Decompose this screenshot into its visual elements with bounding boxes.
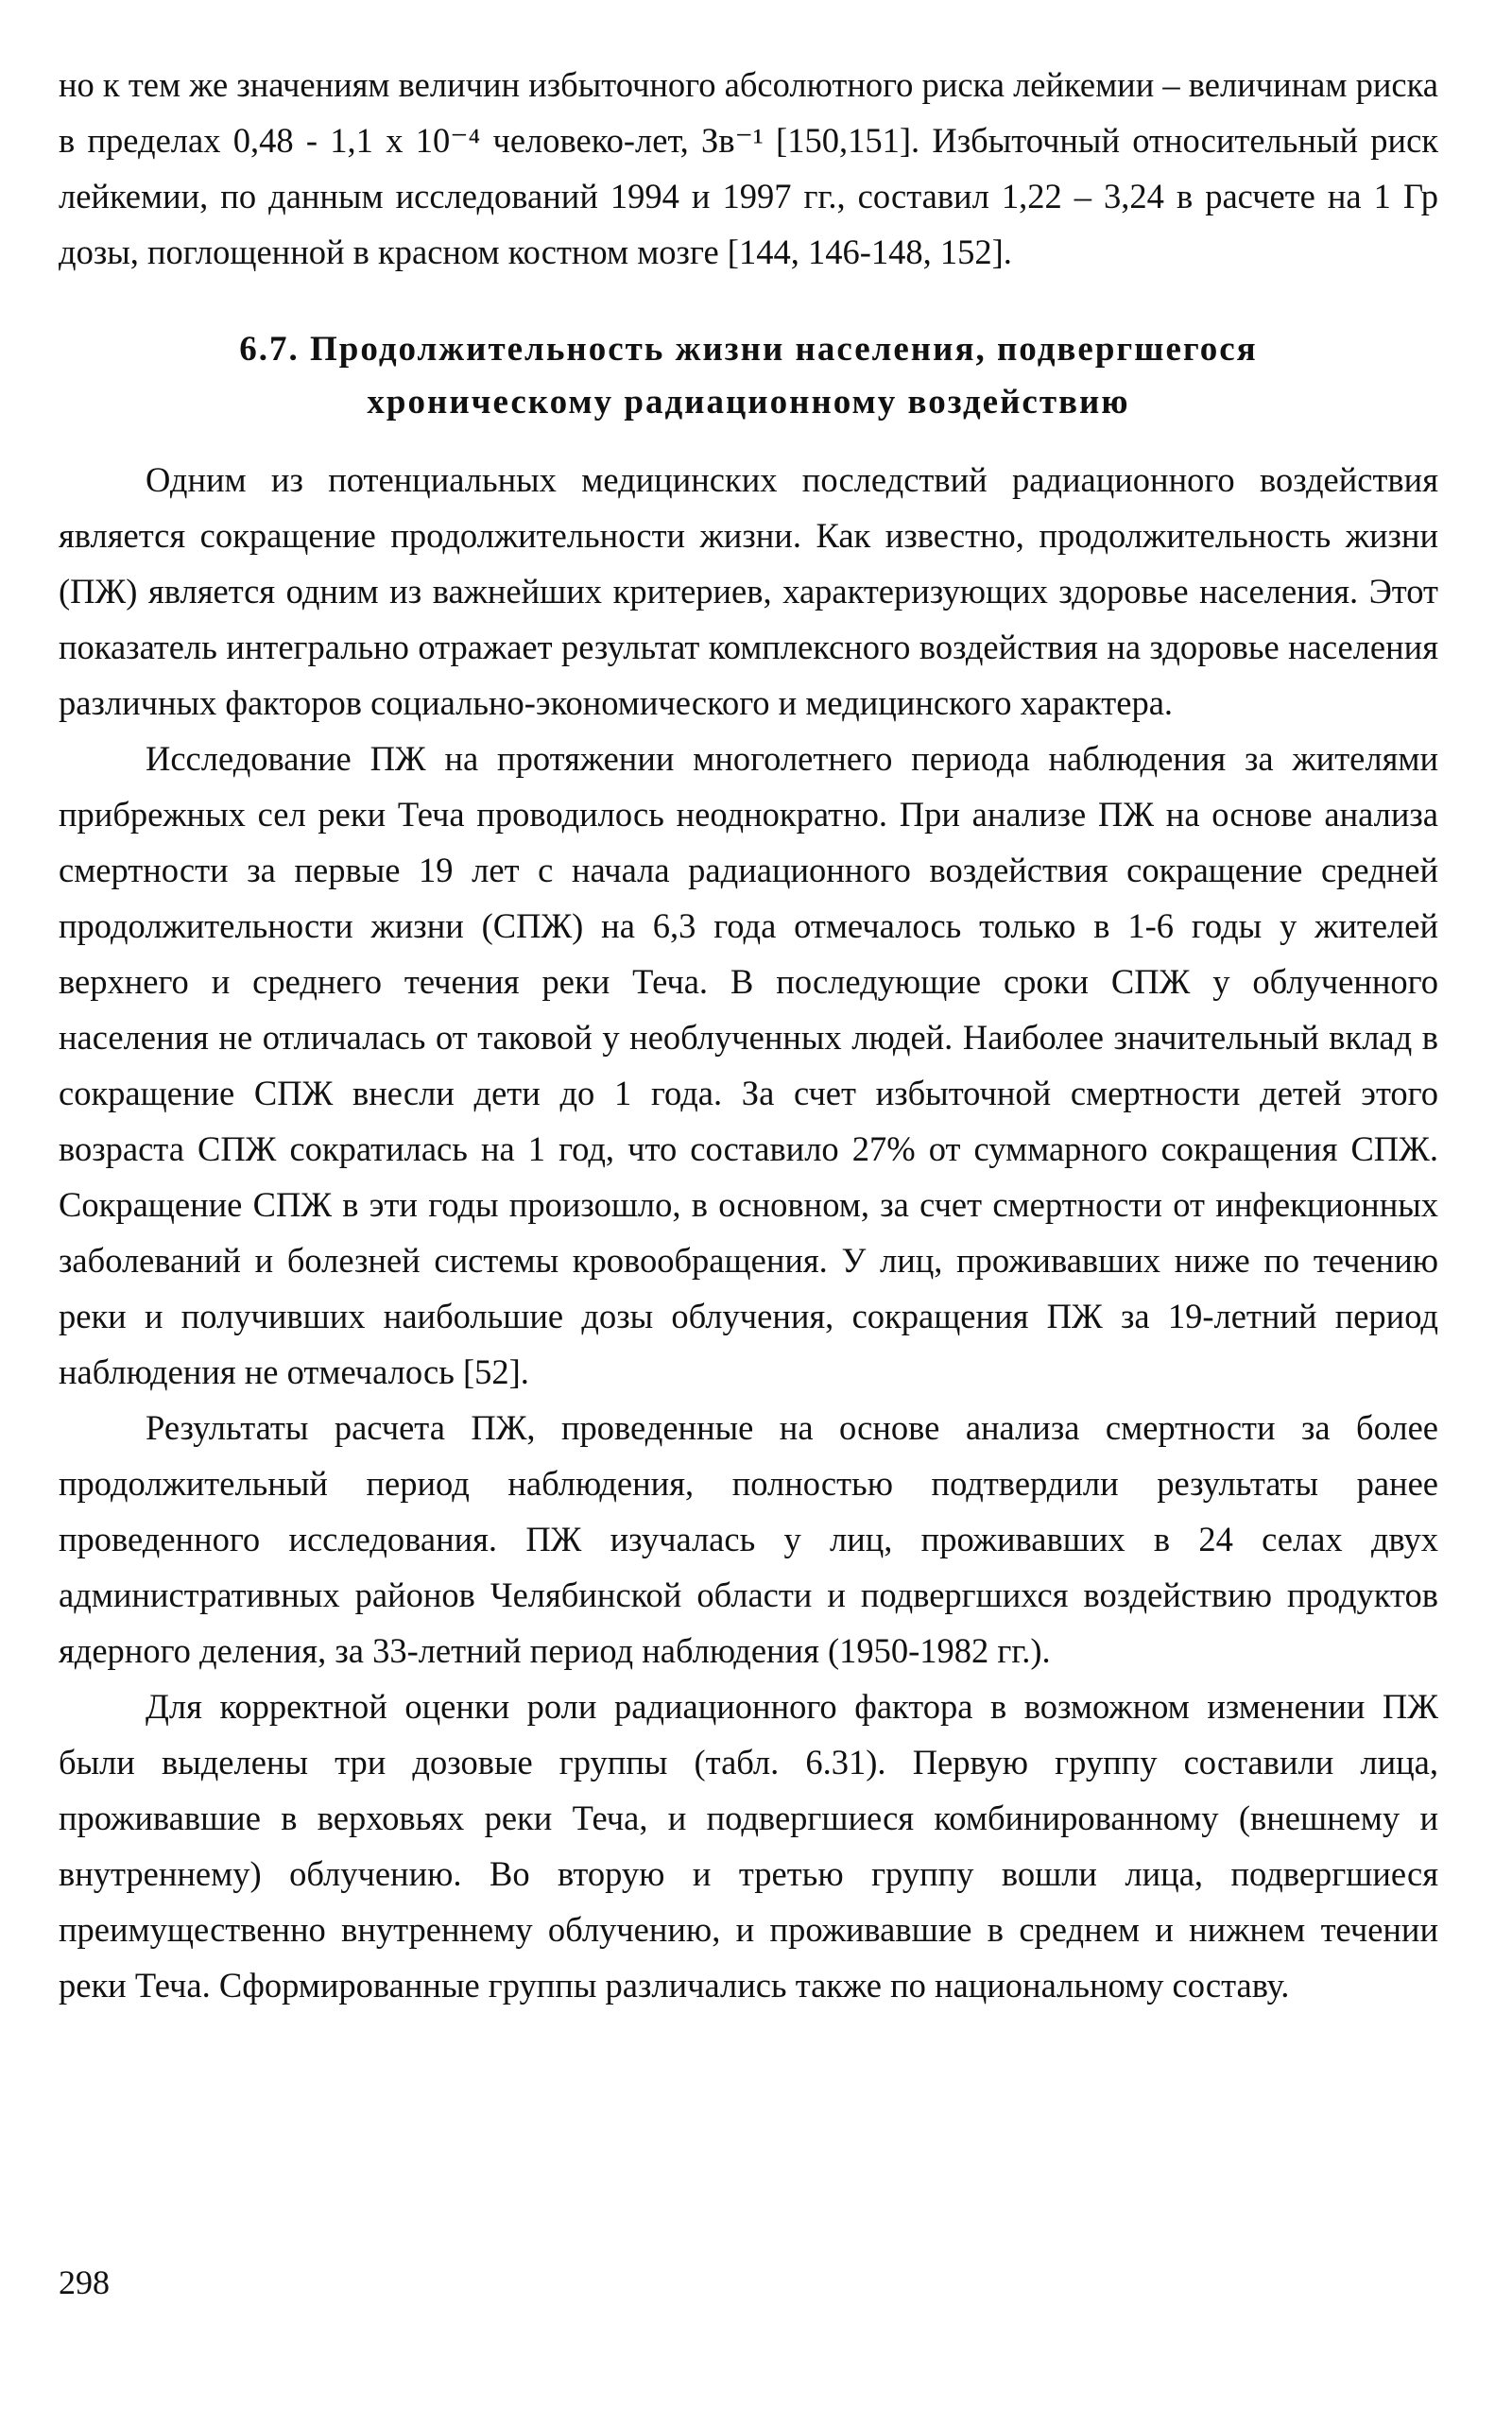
- section-heading: [59, 323, 1438, 429]
- section-heading-line-1: 6.7. Продолжительность жизни населения, подвергшегося: [239, 330, 1258, 369]
- paragraph-1: Одним из потенциальных медицинских последствий радиационного воздействия является сокращение продолжительности жизни. Как известно, продолжительность жизни (ПЖ) является одним из важнейших критериев, характеризующих здоровье населения. Этот показатель интегрально отражает результат комплексного воздействия на здоровье населения различных факторов социально-экономического и медицинского характера.: [59, 460, 1438, 722]
- page-number: 298: [59, 2264, 110, 2301]
- paragraph-continuation: но к тем же значениям величин избыточного абсолютного риска лейкемии – величинам риска в пределах 0,48 - 1,1 х 10⁻⁴ человеко-лет, Зв⁻¹ [150,151]. Избыточный относительный риск лейкемии, по данным исследований 1994 и 1997 гг., составил 1,22 – 3,24 в расчете на 1 Гр дозы, поглощенной в красном костном мозге [144, 146-148, 152].: [59, 65, 1438, 271]
- paragraph-4: Для корректной оценки роли радиационного фактора в возможном изменении ПЖ были выделены три дозовые группы (табл. 6.31). Первую группу составили лица, проживавшие в верховьях реки Теча, и подвергшиеся комбинированному (внешнему и внутреннему) облучению. Во вторую и третью группу вошли лица, подвергшиеся преимущественно внутреннему облучению, и проживавшие в среднем и нижнем течении реки Теча. Сформированные группы различались также по национальному составу.: [59, 1687, 1438, 2005]
- paragraph-2: Исследование ПЖ на протяжении многолетнего периода наблюдения за жителями прибрежных сел реки Теча проводилось неоднократно. При анализе ПЖ на основе анализа смертности за первые 19 лет с начала радиационного воздействия сокращение средней продолжительности жизни (СПЖ) на 6,3 года отмечалось только в 1-6 годы у жителей верхнего и среднего течения реки Теча. В последующие сроки СПЖ у облученного населения не отличалась от таковой у необлученных людей. Наиболее значительный вклад в сокращение СПЖ внесли дети до 1 года. За счет избыточной смертности детей этого возраста СПЖ сократилась на 1 год, что составило 27% от суммарного сокращения СПЖ. Сокращение СПЖ в эти годы произошло, в основном, за счет смертности от инфекционных заболеваний и болезней системы кровообращения. У лиц, проживавших ниже по течению реки и получивших наибольшие дозы облучения, сокращения ПЖ за 19-летний период наблюдения не отмечалось [52].: [59, 739, 1438, 1391]
- paragraph-3: Результаты расчета ПЖ, проведенные на основе анализа смертности за более продолжительный период наблюдения, полностью подтвердили результаты ранее проведенного исследования. ПЖ изучалась у лиц, проживавших в 24 селах двух административных районов Челябинской области и подвергшихся воздействию продуктов ядерного деления, за 33-летний период наблюдения (1950-1982 гг.).: [59, 1408, 1438, 1670]
- section-heading-line-2: хроническому радиационному воздействию: [367, 383, 1130, 422]
